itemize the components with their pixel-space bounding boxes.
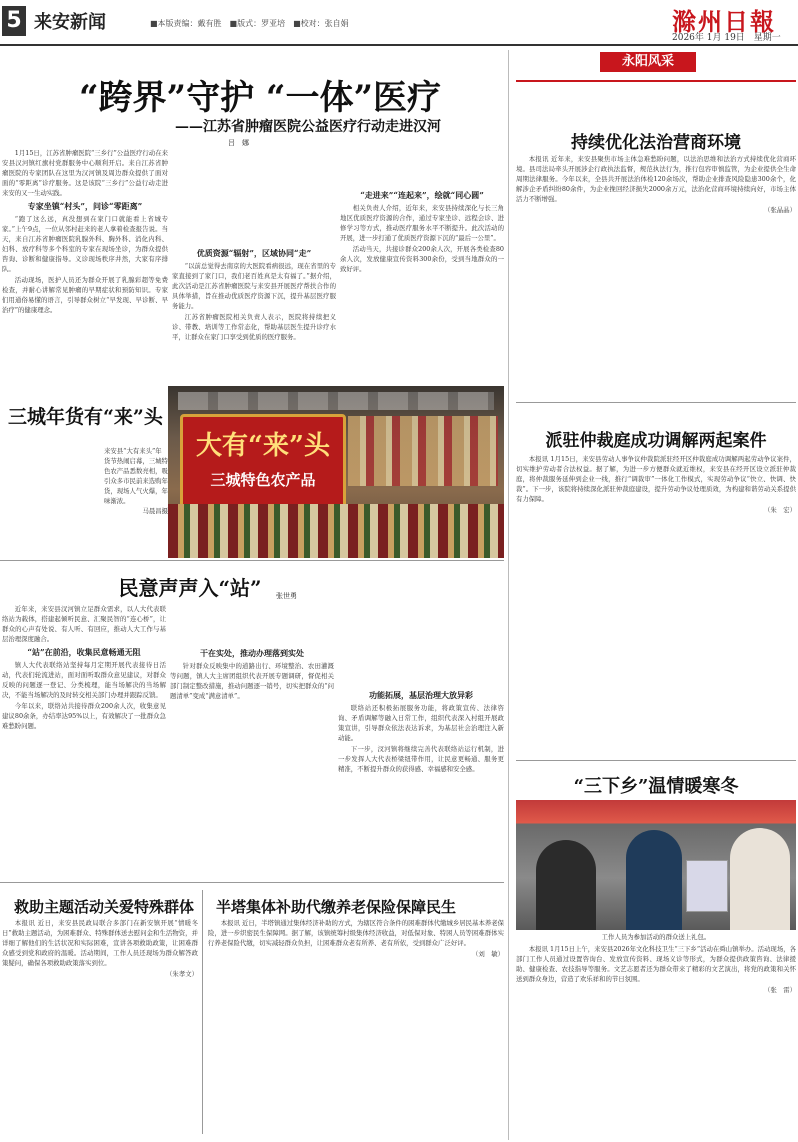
arbitration-text: 本报讯 1月15日，来安县劳动人事争议仲裁院派驻经开区仲裁庭成功调解两起劳动争议案件，切实维护劳动者合法权益。据了解，为进一步方便群众就近维权，来安县在经开区设立派驻仲裁庭，将仲裁服务延伸到企业一线，推行“调裁审”一体化工作模式，实现劳动争议“快立、快调、快裁”。下一步，该院将持续深化派驻仲裁庭建设，提升劳动争议处理质效，为构建和谐劳动关系提供有力保障。 xyxy=(516,455,796,503)
minyi-subhead-1: “站”在前沿，收集民意畅通无阻 xyxy=(27,647,141,657)
pension-credit: （刘 敏） xyxy=(472,950,504,958)
minyi-subhead-3: 功能拓展，基层治理大放异彩 xyxy=(369,690,473,700)
header-divider xyxy=(0,44,798,46)
arbitration-headline: 派驻仲裁庭成功调解两起案件 xyxy=(545,431,767,451)
editors-line: ■本版责编：戴有胜 ■版式：罗亚培 ■校对：张自娟 xyxy=(150,19,349,28)
rule-of-law-body xyxy=(516,154,796,394)
minyi-col-2 xyxy=(170,604,334,876)
minyi-paragraph: 近年来，来安县汊河镇立足群众需求，以人大代表联络站为载体，搭建起倾听民意、汇聚民智的“连心桥”，让群众的心声有处说、有人听、有回应，推动人大工作与基层治理深度融合。 xyxy=(2,605,166,643)
pension-text: 本报讯 近日，半塔镇通过集体经济补助的方式，为辖区符合条件的困难群体代缴城乡居民基本养老保险，进一步织密民生保障网。据了解，该镇统筹村级集体经济收益，对低保对象、特困人员等困难群体实行养老保险代缴，切实减轻群众负担，让困难群众老有所养、老有所依，受到群众广泛好评。 xyxy=(208,919,504,947)
ceiling-lights xyxy=(178,392,494,410)
market-banner xyxy=(180,414,346,512)
minyi-subhead-2: 干在实处，推动办理落到实处 xyxy=(200,648,304,658)
lead-byline: 吕 娜 xyxy=(228,139,249,147)
person-silhouette xyxy=(730,828,790,930)
section-name: 来安新闻 xyxy=(34,12,106,33)
person-silhouette xyxy=(536,840,596,930)
lead-intro: 1月15日，江苏省肿瘤医院“三乡行”公益医疗行动在来安县汉河镇红旗村党群服务中心顺利开启。来自江苏省肿瘤医院的专家团队在这里为汉河镇及周边群众提供了面对面的“零距离”诊疗服务。这是该院“三乡行”公益行动走进来安的又一生动实践。 xyxy=(2,149,168,197)
minyi-byline: 张世勇 xyxy=(276,592,297,600)
product-display xyxy=(168,504,504,558)
photo-caption: 工作人员为参加活动的群众送上礼包。 xyxy=(601,933,711,941)
photo-feature-caption xyxy=(104,446,168,536)
lead-col-2 xyxy=(172,148,336,388)
divider xyxy=(516,760,796,761)
lead-paragraph: 江苏省肿瘤医院相关负责人表示，医院将持续把义诊、带教、培训等工作常态化，帮助基层医生提升诊疗水平，让群众在家门口享受到优质的医疗服务。 xyxy=(172,313,336,341)
issue-date: 2026年 1月 19日 星期一 xyxy=(672,33,781,43)
arbitration-body xyxy=(516,454,796,754)
three-rural-credit: （张 雷） xyxy=(764,986,796,994)
banner-line-2: 三城特色农产品 xyxy=(210,471,316,489)
three-rural-text: 本报讯 1月15日上午，来安县2026年文化科技卫生“三下乡”活动在舜山镇举办。活动现场，各部门工作人员通过设置咨询台、发放宣传资料、现场义诊等形式，为群众提供政策咨询、法律援助、健康检查、农技指导等服务。文艺志愿者还为群众带来了精彩的文艺演出，将党的政策和关怀送到群众身边，营造了欢乐祥和的节日氛围。 xyxy=(516,945,796,983)
goods-shelf xyxy=(348,416,498,486)
lead-paragraph: “以前总觉得去南京的大医院看病很远，现在省里的专家直接到了家门口，我们老百姓真是太有福了。”据介绍，此次活动是江苏省肿瘤医院与来安县开展医疗帮扶合作的具体举措，旨在推动优质医疗资源下沉，提升基层医疗服务能力。 xyxy=(172,262,336,310)
lead-subhead-3: “走进来”“连起来”，绘就“同心圆” xyxy=(360,190,484,200)
divider xyxy=(0,882,504,883)
page-number: 5 xyxy=(2,6,26,36)
minyi-headline: 民意声声入“站” xyxy=(118,576,262,600)
relief-headline: 救助主题活动关爱特殊群体 xyxy=(14,898,195,916)
gift-bag xyxy=(686,860,728,912)
relief-text: 本报讯 近日，来安县民政局联合多部门在新安镇开展“情暖冬日”救助主题活动，为困难群众、特殊群体送去慰问金和生活物资，并详细了解他们的生活状况和实际困难，宣讲各项救助政策，让困难群众感受到党和政府的温暖。活动期间，工作人员还现场为群众解答政策疑问，确保各项救助政策落实到位。 xyxy=(2,919,198,967)
arbitration-credit: （朱 宏） xyxy=(764,506,796,514)
lead-col-1 xyxy=(2,148,168,388)
minyi-paragraph: 今年以来，联络站共接待群众200余人次，收集意见建议80余条，办结率达95%以上，有效解决了一批群众急难愁盼问题。 xyxy=(2,702,166,730)
banner-line-1: 大有“来”头 xyxy=(196,431,330,461)
lead-paragraph: “跑了这么远，真没想到在家门口就能看上省城专家。”上午9点，一位从邻村赶来的老人拿着检查报告说。当天，来自江苏省肿瘤医院乳腺外科、胸外科、消化内科、妇科、放疗科等多个科室的专家在现场坐诊，为群众提供咨询、诊断和健康指导。义诊现场秩序井然，大家有序排队。 xyxy=(2,215,168,273)
rule-of-law-credit: （张晶晶） xyxy=(764,206,796,214)
lead-subheadline: ——江苏省肿瘤医院公益医疗行动走进汉河 xyxy=(175,119,441,135)
minyi-col-3 xyxy=(338,604,504,876)
three-rural-headline: “三下乡”温情暖寒冬 xyxy=(573,776,739,797)
right-column-rule xyxy=(508,50,509,1140)
minyi-paragraph: 镇人大代表联络站坚持每月定期开展代表接待日活动，代表们轮流进站，面对面听取群众意见建议，对群众反映的问题逐一登记、分类梳理，能当场解决的当场解决，不能当场解决的及时转交相关部门办理并跟踪反馈。 xyxy=(2,661,166,699)
three-rural-photo xyxy=(516,800,796,930)
lead-paragraph: 活动现场，医护人员还为群众开展了乳腺彩超等免费检查，并耐心讲解常见肿瘤的早期症状和预防知识。专家们用通俗易懂的语言，引导群众树立“早发现、早诊断、早治疗”的健康理念。 xyxy=(2,276,168,314)
column-name-badge: 永阳风采 xyxy=(600,52,696,72)
minyi-paragraph: 针对群众反映集中的道路出行、环境整治、农田灌溉等问题，镇人大主席团组织代表开展专题调研，督促相关部门制定整改措施，推动问题逐一销号，切实把群众的“问题清单”变成“满意清单”。 xyxy=(170,662,334,700)
photo-feature-title: 三城年货有“来”头 xyxy=(8,406,163,428)
relief-credit: （朱孝文） xyxy=(166,970,198,978)
person-silhouette xyxy=(626,830,682,930)
column-accent-line xyxy=(516,80,796,82)
pension-headline: 半塔集体补助代缴养老保险保障民生 xyxy=(216,898,457,916)
lead-headline: “跨界”守护 “一体”医疗 xyxy=(78,78,442,118)
rule-of-law-text: 本报讯 近年来，来安县聚焦市场主体急难愁盼问题，以法治思维和法治方式持续优化营商环境。县司法局牵头开展涉企行政执法监督，规范执法行为，推行包容审慎监管，为企业提供全生命周期法律服务。今年以来，全县共开展法治体检120余场次，帮助企业排查风险隐患300余个，化解涉企矛盾纠纷80余件，为企业挽回经济损失2000余万元，法治化营商环境持续向好，市场主体活力不断增强。 xyxy=(516,155,796,203)
relief-body xyxy=(2,918,198,1130)
lead-paragraph: 活动当天，共接诊群众200余人次，开展各类检查80余人次，发放健康宣传资料300余份，受到当地群众的一致好评。 xyxy=(340,245,504,273)
pension-body xyxy=(208,918,504,1130)
minyi-paragraph: 联络站还积极拓展服务功能，将政策宣传、法律咨询、矛盾调解等融入日常工作，组织代表深入村组开展政策宣讲，引导群众依法表达诉求，为基层社会治理注入新动能。 xyxy=(338,704,504,742)
lead-subhead-2: 优质资源“辐射”，区域协同“走” xyxy=(196,248,312,258)
minyi-col-1 xyxy=(2,604,166,876)
column-rule xyxy=(202,890,203,1134)
minyi-paragraph: 下一步，汊河镇将继续完善代表联络站运行机制，进一步发挥人大代表桥梁纽带作用，让民意更畅通、服务更精准，不断提升群众的获得感、幸福感和安全感。 xyxy=(338,745,504,773)
three-rural-body xyxy=(516,944,796,1134)
lead-paragraph: 相关负责人介绍，近年来，来安县持续深化与长三角地区优质医疗资源的合作，通过专家坐诊、远程会诊、进修学习等方式，推动医疗服务水平不断提升。此次活动的开展，进一步打通了优质医疗资源下沉的“最后一公里”。 xyxy=(340,204,504,242)
rule-of-law-headline: 持续优化法治营商环境 xyxy=(571,133,741,153)
lead-subhead-1: 专家坐镇“村头”，问诊“零距离” xyxy=(27,201,143,211)
lead-col-3 xyxy=(340,148,504,388)
market-photo xyxy=(168,386,504,558)
divider xyxy=(516,402,796,403)
newspaper-logo: 滁州日報 xyxy=(672,7,776,36)
photo-caption-text: 来安县“大有来头”年货节热闹启幕，三城特色农产品悉数亮相，吸引众多市民前来选购年货，现场人气火爆，年味渐浓。 xyxy=(104,447,168,505)
divider xyxy=(0,560,504,561)
photo-credit: 马晨昌摄 xyxy=(142,507,168,515)
